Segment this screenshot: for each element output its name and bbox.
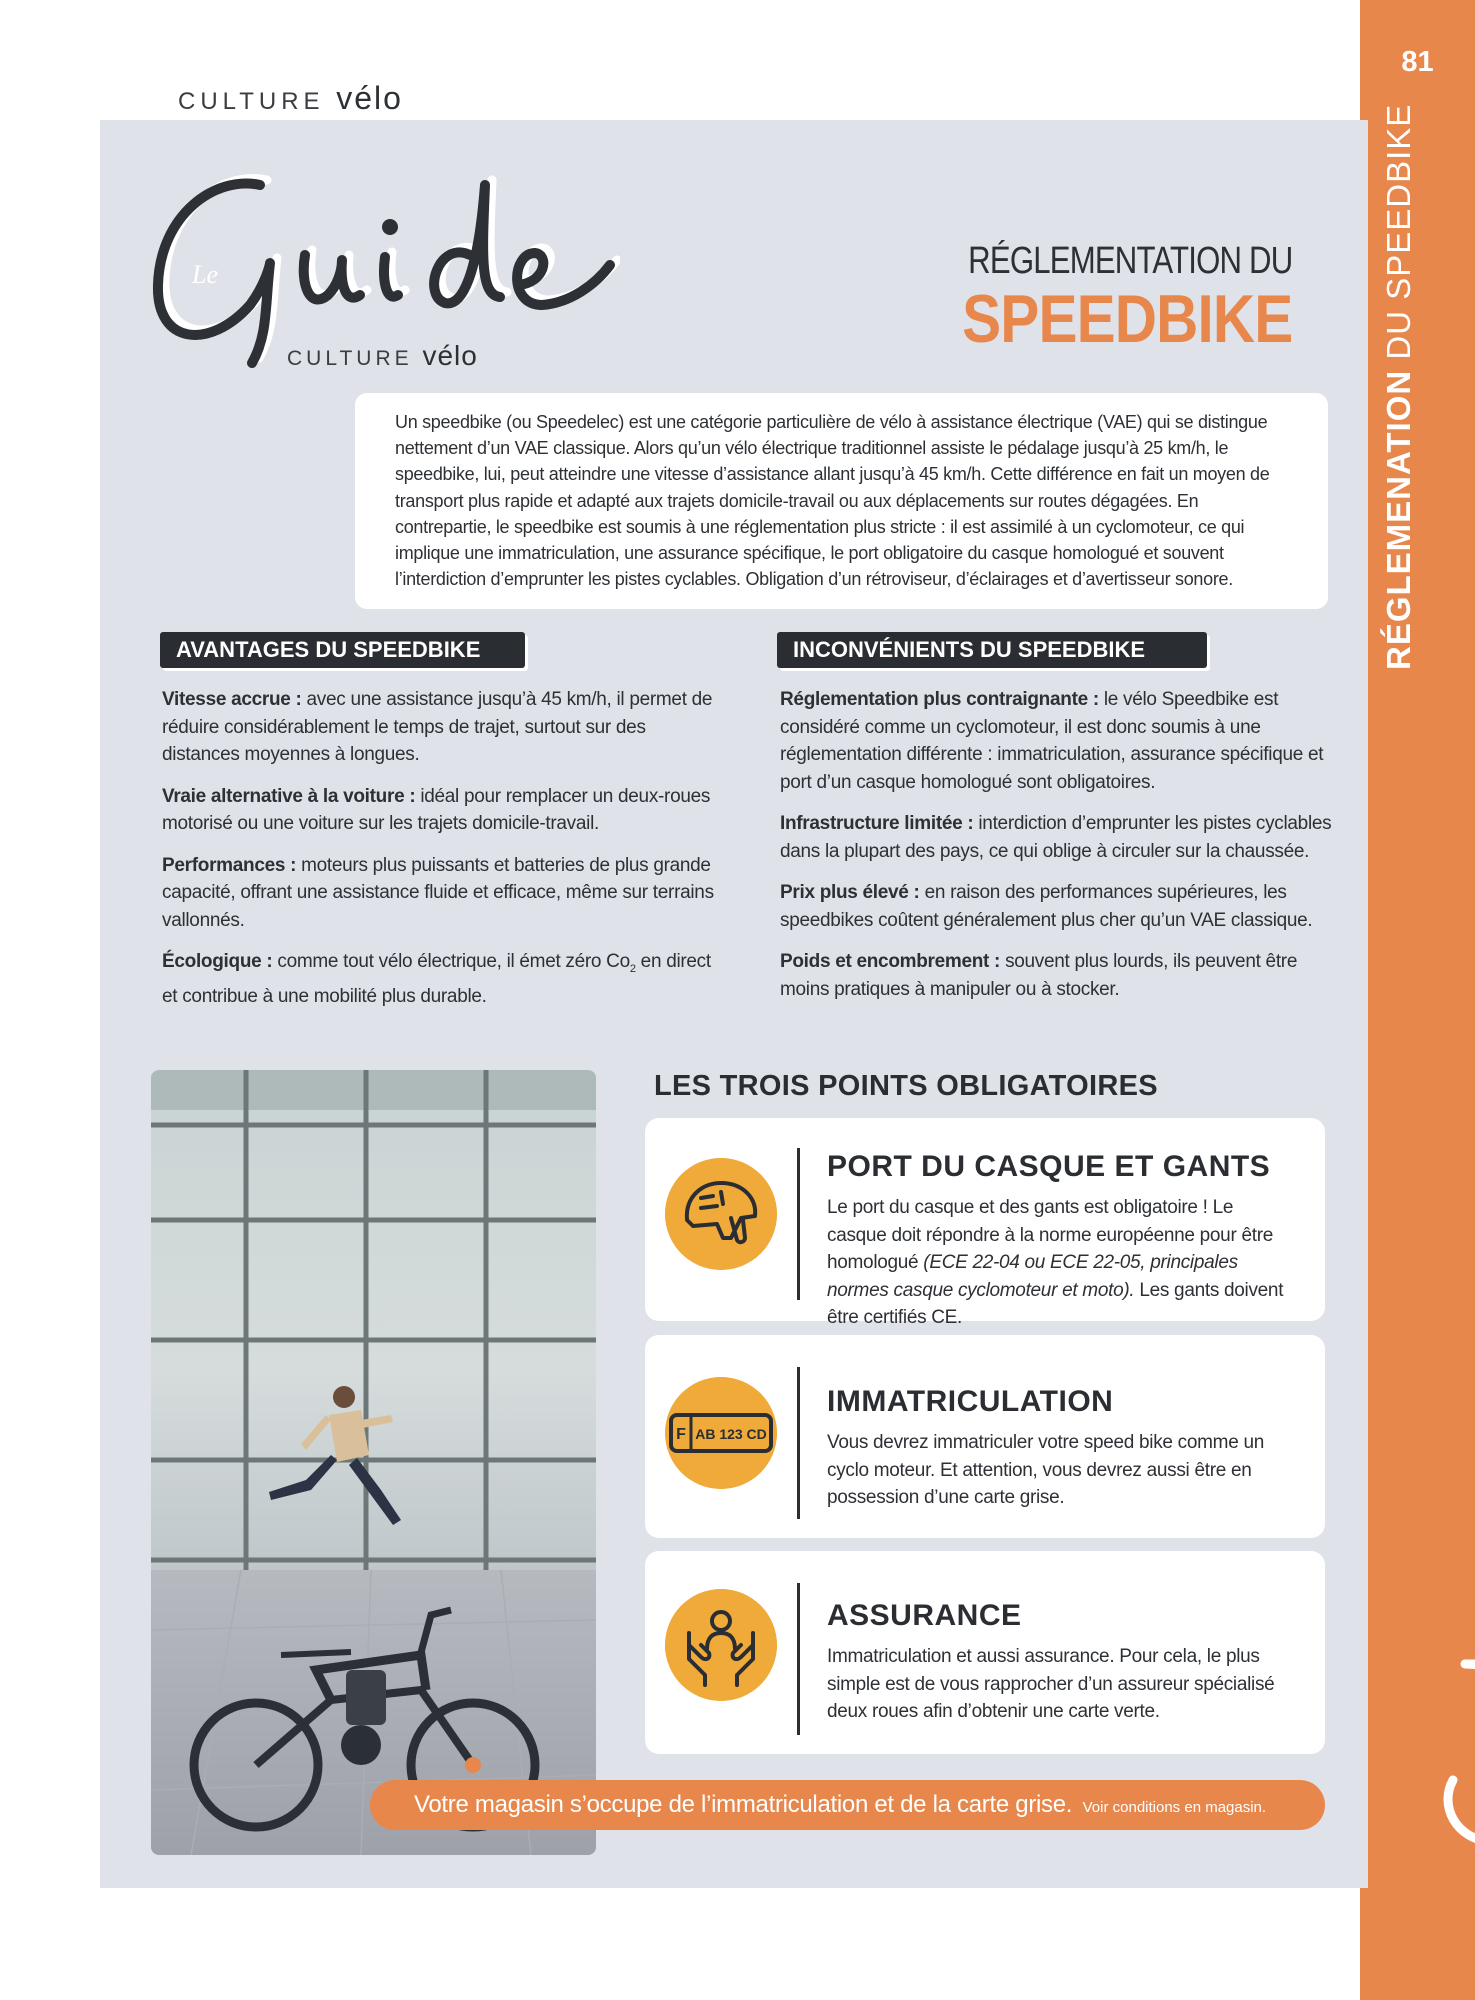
page-title bbox=[897, 240, 1292, 355]
card-text: Vous devrez immatriculer votre speed bike comme un cyclo moteur. Et attention, vous devrez aussi être en possession d’une carte grise. bbox=[827, 1432, 1264, 1508]
card-title: ASSURANCE bbox=[827, 1599, 1022, 1632]
store-banner bbox=[370, 1780, 1325, 1830]
card-text: Le port du casque et des gants est obligatoire ! Le casque doit répondre à la norme européenne pour être homologué (ECE 22-04 ou ECE 22-05, principales normes casque cyclomoteur et moto). Les gants doivent être certifiés CE. bbox=[827, 1197, 1284, 1328]
card-text: Immatriculation et aussi assurance. Pour cela, le plus simple est de vous rapprocher d’un assureur spécialisé deux roues afin d’obtenir une carte verte. bbox=[827, 1646, 1275, 1722]
guide-le: Le bbox=[192, 260, 218, 289]
advantages-list bbox=[162, 686, 722, 1025]
card-divider bbox=[797, 1367, 800, 1519]
card-registration bbox=[645, 1335, 1325, 1538]
vertical-section-title bbox=[1380, 103, 1418, 670]
card-insurance bbox=[645, 1551, 1325, 1754]
brand-word: CULTURE bbox=[178, 88, 325, 115]
list-item: Réglementation plus contraignante : le vélo Speedbike est considéré comme un cyclomoteur, il est donc soumis à une réglementation différente : immatriculation, assurance spécifique et port d’un casque homologué sont obligatoires. bbox=[780, 689, 1324, 793]
brand-velo: vélo bbox=[336, 80, 403, 116]
list-item: Performances : moteurs plus puissants et batteries de plus grande capacité, offrant une assistance fluide et efficace, même sur terrains vallonnés. bbox=[162, 854, 714, 931]
card-helmet bbox=[645, 1118, 1325, 1328]
banner-main-text: Votre magasin s’occupe de l’immatriculation et de la carte grise. bbox=[414, 1791, 1073, 1818]
vertical-title-bold: RÉGLEMENATION bbox=[1380, 369, 1417, 670]
helmet-icon bbox=[665, 1158, 777, 1270]
speedbike-photo bbox=[151, 1070, 596, 1855]
list-item: Prix plus élevé : en raison des performances supérieures, les speedbikes coûtent généralement plus cher qu’un VAE classique. bbox=[780, 882, 1313, 931]
guide-velo-word: vélo bbox=[422, 340, 478, 371]
three-points-heading: LES TROIS POINTS OBLIGATOIRES bbox=[654, 1070, 1158, 1102]
vertical-title-rest: DU SPEEDBIKE bbox=[1380, 103, 1417, 370]
guide-culture-velo bbox=[287, 340, 478, 372]
banner-conditions: Voir conditions en magasin. bbox=[1082, 1799, 1267, 1816]
plate-country: F bbox=[676, 1426, 686, 1443]
list-item: Vitesse accrue : avec une assistance jusqu’à 45 km/h, il permet de réduire considérablement le temps de trajet, surtout sur des distances moyennes à longues. bbox=[162, 689, 713, 765]
intro-box: Un speedbike (ou Speedelec) est une catégorie particulière de vélo à assistance électrique (VAE) qui se distingue nettement d’un VAE classique. Alors qu’un vélo électrique traditionnel assiste le pédalage jusqu’à 25 km/h, le speedbike, lui, peut atteindre une vitesse d’assistance allant jusqu’à 45 km/h. Cette différence en fait un moyen de transport plus rapide et adapté aux trajets domicile-travail ou aux déplacements sur routes dégagées. En contrepartie, le speedbike est soumis à une réglementation plus stricte : il est assimilé à un cyclomoteur, ce qui implique une immatriculation, une assurance spécifique, le port obligatoire du casque homologué et souvent l’interdiction d’emprunter les pistes cyclables. Obligation d’un rétroviseur, d’éclairages et d’avertisseur sonore. bbox=[355, 393, 1328, 609]
guide-culture-word: CULTURE bbox=[287, 347, 413, 370]
page-title-line2: SPEEDBIKE bbox=[961, 281, 1292, 357]
card-divider bbox=[797, 1148, 800, 1300]
brand-header bbox=[178, 80, 403, 117]
card-title: IMMATRICULATION bbox=[827, 1385, 1114, 1418]
card-divider bbox=[797, 1583, 800, 1735]
list-item: Écologique : comme tout vélo électrique, il émet zéro $Co_2$ en direct et contribue à une mobilité plus durable. bbox=[162, 951, 711, 1008]
disadvantages-list bbox=[780, 686, 1335, 1017]
disadvantages-heading: INCONVÉNIENTS DU SPEEDBIKE bbox=[777, 632, 1207, 668]
license-plate-icon bbox=[665, 1377, 777, 1489]
list-item: Poids et encombrement : souvent plus lourds, ils peuvent être moins pratiques à manipuler ou à stocker. bbox=[780, 951, 1298, 1000]
list-item: Vraie alternative à la voiture : idéal pour remplacer un deux-roues motorisé ou une voiture sur les trajets domicile-travail. bbox=[162, 785, 711, 834]
list-item: Infrastructure limitée : interdiction d’emprunter les pistes cyclables dans la plupart des pays, ce qui oblige à circuler sur la chaussée. bbox=[780, 813, 1332, 862]
insurance-hands-icon bbox=[665, 1589, 777, 1701]
plate-number: AB 123 CD bbox=[695, 1426, 767, 1442]
card-title: PORT DU CASQUE ET GANTS bbox=[827, 1150, 1271, 1183]
page-title-line1: RÉGLEMENTATION DU bbox=[967, 240, 1292, 282]
advantages-heading: AVANTAGES DU SPEEDBIKE bbox=[160, 632, 525, 668]
page-number: 81 bbox=[1401, 46, 1434, 78]
